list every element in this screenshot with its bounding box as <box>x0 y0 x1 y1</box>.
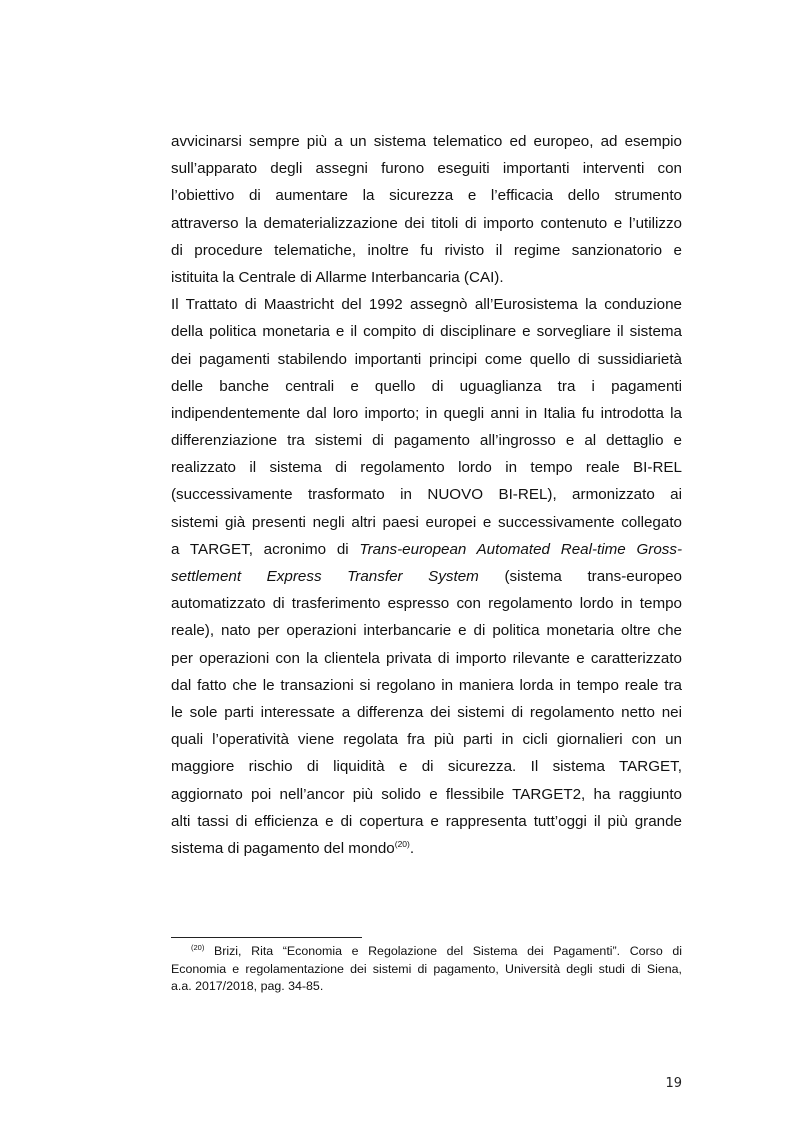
footnote-line: a.a. 2017/2018, pag. 34-85. <box>171 979 324 993</box>
body-line: Il Trattato di Maastricht del 1992 assegnò all’Eurosistema la conduzione <box>171 296 682 314</box>
body-line-express <box>171 563 682 590</box>
body-line: sistemi già presenti negli altri paesi europei e successivamente collegato <box>171 513 682 531</box>
body-line: avvicinarsi sempre più a un sistema telematico ed europeo, ad esempio <box>171 133 682 150</box>
body-line: reale), nato per operazioni interbancarie e di politica monetaria oltre che <box>171 622 682 640</box>
footnote-marker: (20) <box>191 943 205 952</box>
body-line: indipendentemente dal loro importo; in quegli anni in Italia fu introdotta la <box>171 404 682 422</box>
body-line: sull’apparato degli assegni furono eseguiti importanti interventi con <box>171 160 682 178</box>
body-line: alti tassi di efficienza e di copertura e rappresenta tutt’oggi il più grande <box>171 812 682 830</box>
body-line: quali l’operatività viene regolata fra più parti in cicli giornalieri con un <box>171 731 682 749</box>
body-line: automatizzato di trasferimento espresso con regolamento lordo in tempo <box>171 595 682 613</box>
body-line: delle banche centrali e quello di uguaglianza tra i pagamenti <box>171 377 682 395</box>
body-line: aggiornato poi nell’ancor più solido e flessibile TARGET2, ha raggiunto <box>171 785 682 803</box>
footnote-line <box>171 943 682 961</box>
final-text: sistema di pagamento del mondo <box>171 839 395 857</box>
footnote-reference[interactable]: (20) <box>394 838 410 849</box>
body-line: attraverso la dematerializzazione dei titoli di importo contenuto e l’utilizzo <box>171 214 682 232</box>
body-line: (successivamente trasformato in NUOVO BI-REL), armonizzato ai <box>171 486 682 504</box>
body-line: di procedure telematiche, inoltre fu rivisto il regime sanzionatorio e <box>171 241 682 259</box>
footnote-line-1-text: Brizi, Rita “Economia e Regolazione del Sistema dei Pagamenti”. Corso di <box>213 944 682 958</box>
body-line: istituita la Centrale di Allarme Interbancaria (CAI). <box>171 268 504 286</box>
body-line: le sole parti interessate a differenza dei sistemi di regolamento netto nei <box>171 703 682 721</box>
body-line-final <box>171 835 682 862</box>
footnote-line: Economia e regolamentazione dei sistemi di pagamento, Università degli studi di Siena, <box>171 961 682 976</box>
body-line-target <box>171 536 682 563</box>
body-line: dal fatto che le transazioni si regolano in maniera lorda in tempo reale tra <box>171 676 682 694</box>
footnote <box>171 943 682 996</box>
body-line: differenziazione tra sistemi di pagamento all’ingrosso e al dettaglio e <box>171 432 682 450</box>
body-line: l’obiettivo di aumentare la sicurezza e l’efficacia dello strumento <box>171 187 682 205</box>
express-italic: settlement Express Transfer System <box>171 568 479 585</box>
target-prefix: a TARGET, acronimo di <box>171 540 360 558</box>
body-line: realizzato il sistema di regolamento lordo in tempo reale BI-REL <box>171 459 682 477</box>
express-suffix: (sistema trans-europeo <box>478 568 682 585</box>
body-line: per operazioni con la clientela privata di importo rilevante e caratterizzato <box>171 649 682 667</box>
body-line: dei pagamenti stabilendo importanti principi come quello di sussidiarietà <box>171 350 682 368</box>
page-number: 19 <box>665 1076 682 1091</box>
body-line: maggiore rischio di liquidità e di sicurezza. Il sistema TARGET, <box>171 758 682 776</box>
body-text <box>171 128 682 862</box>
target-acronym-italic: Trans-european Automated Real-time Gross- <box>359 540 683 558</box>
final-period: . <box>409 839 415 857</box>
body-line: della politica monetaria e il compito di disciplinare e sorvegliare il sistema <box>171 323 682 341</box>
footnote-separator <box>171 937 362 938</box>
